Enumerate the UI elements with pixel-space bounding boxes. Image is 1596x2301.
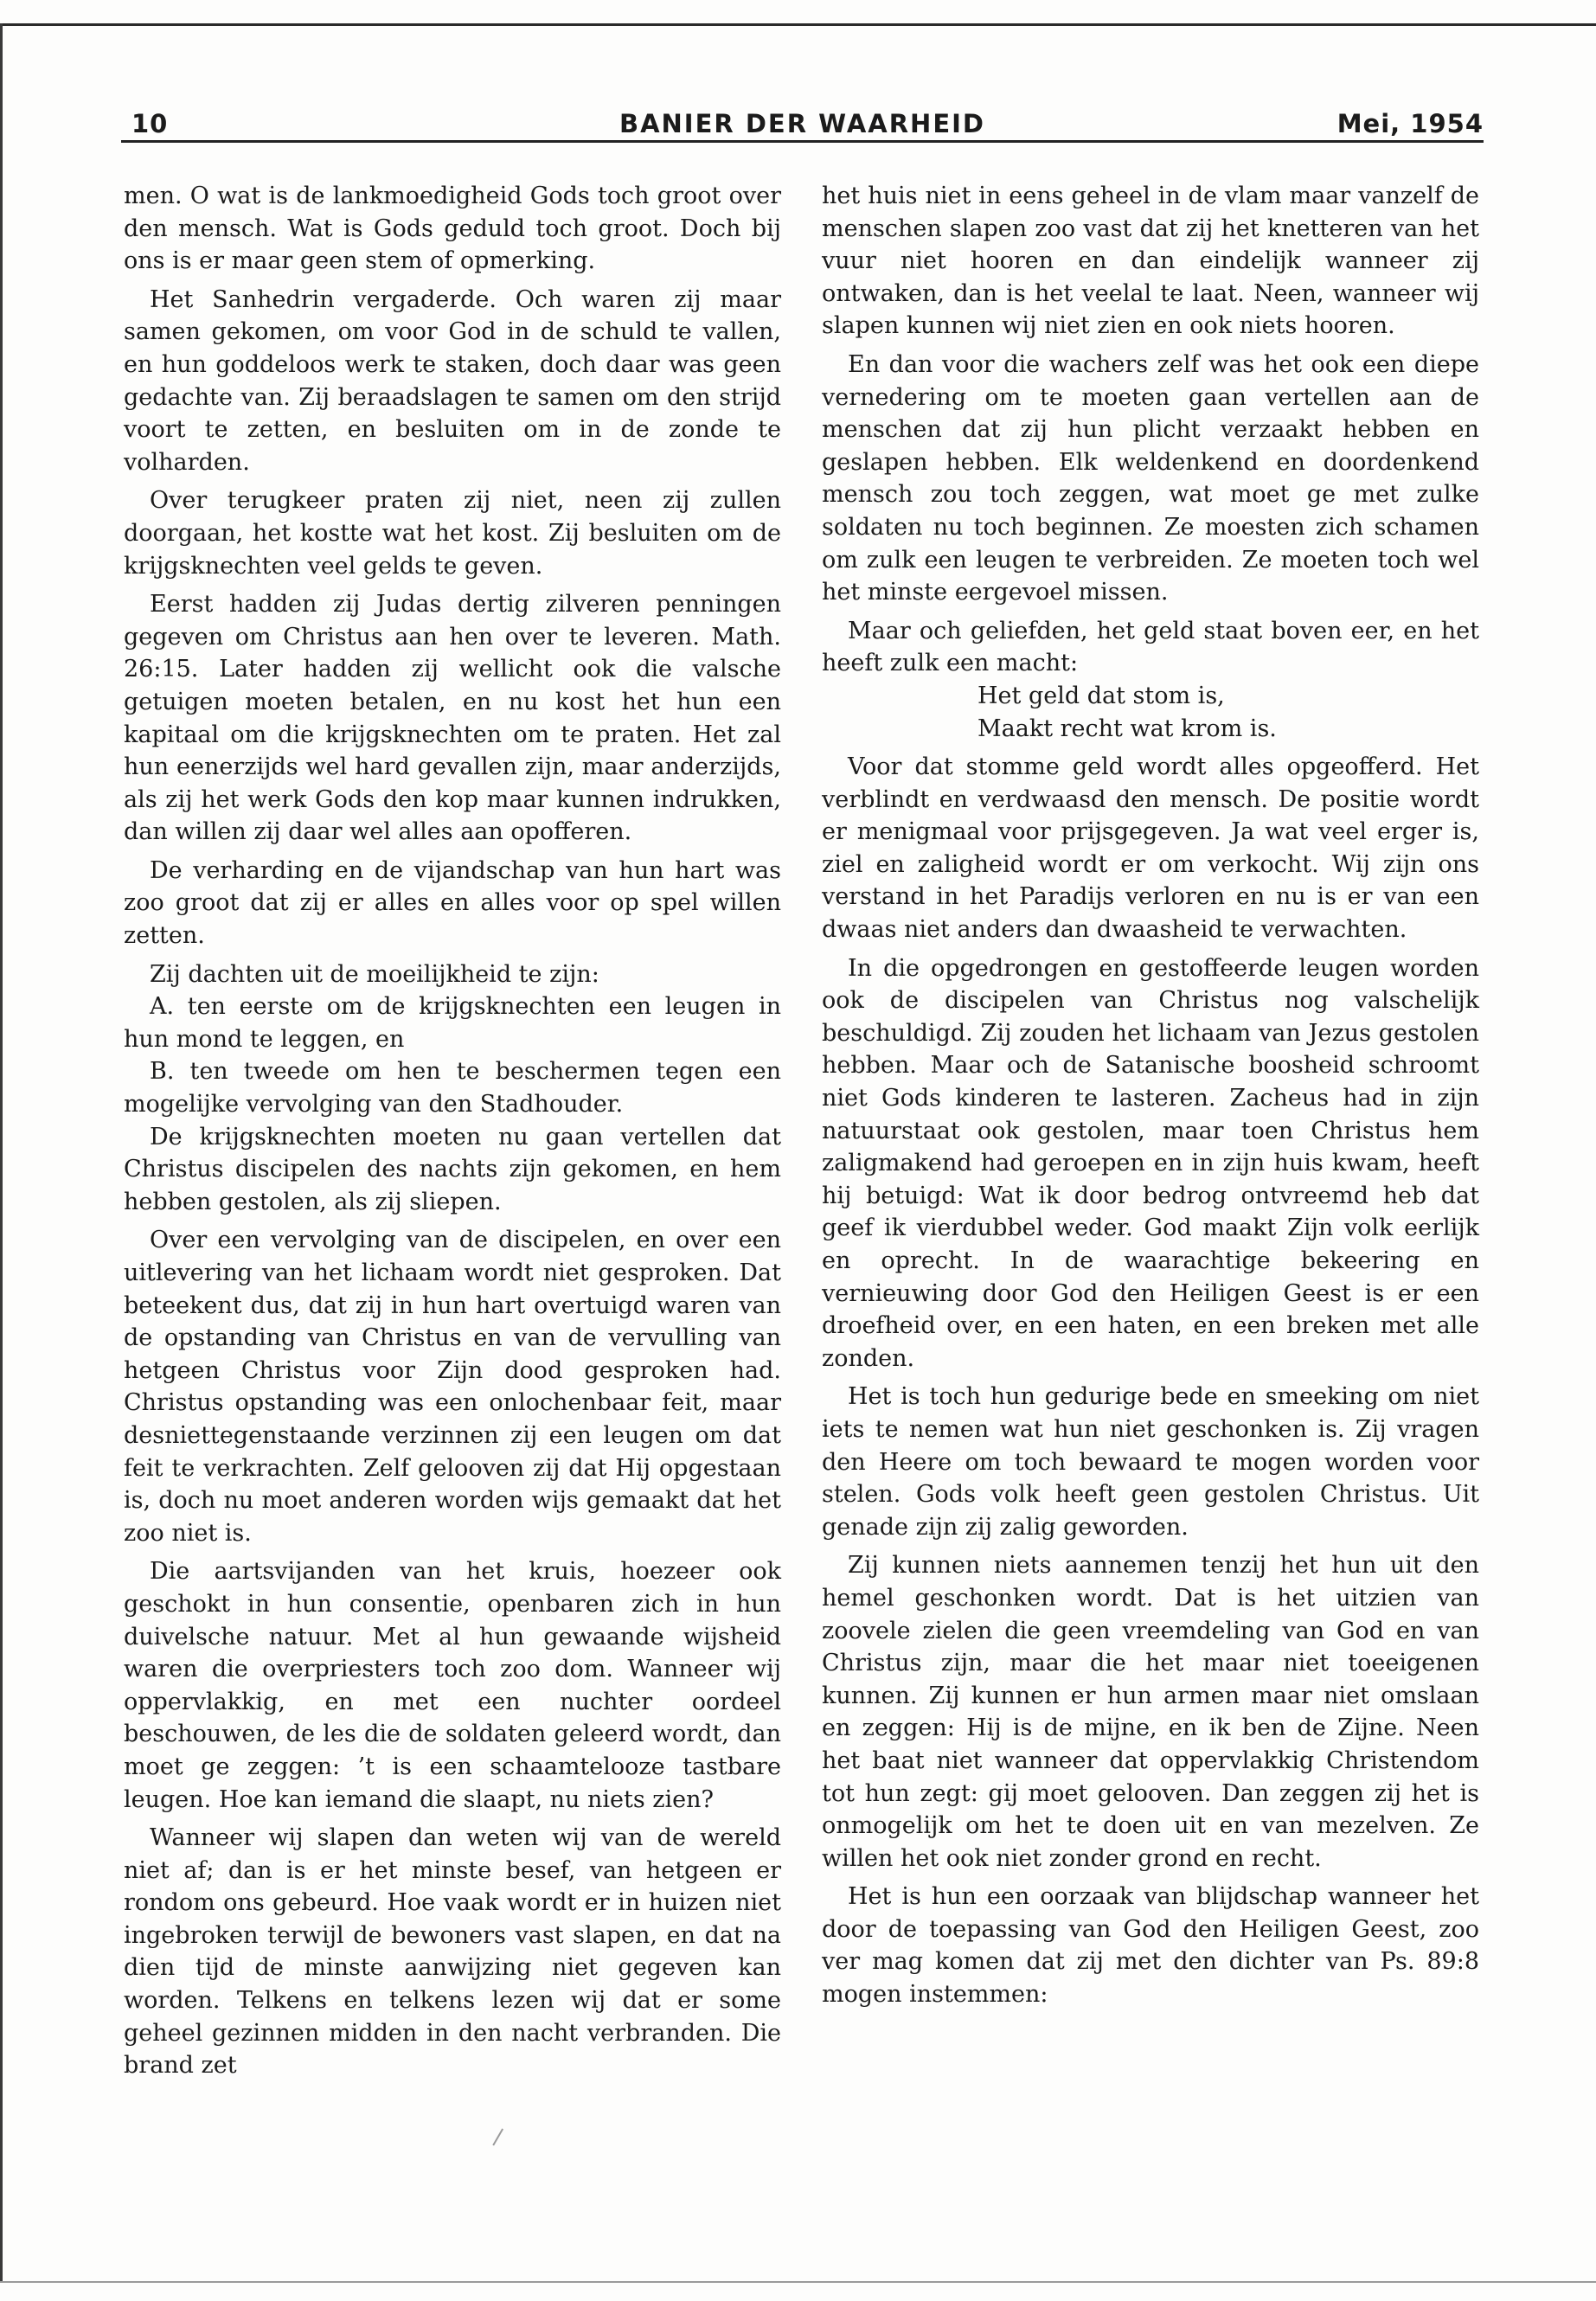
scan-speck [492, 2128, 510, 2150]
verse-line: Het geld dat stom is, [977, 682, 1225, 709]
paragraph: In die opgedrongen en gestoffeerde leugen worden ook de discipelen van Christus nog valschelijk beschuldigd. Zij zouden het lichaam van Jezus gestolen hebben. Maar och de Satanische boosheid schroomt niet Gods kinderen te lasteren. Zacheus had in zijn natuurstaat ook gestolen, maar toen Christus hem zaligmakend had geroepen en in zijn huis kwam, heeft hij betuigd: Wat ik door bedrog ontvreemd heb dat geef ik vierdubbel weder. God maakt Zijn volk eerlijk en oprecht. In de waarachtige bekeering en vernieuwing door God den Heiligen Geest is er een droefheid over, en een haten, en een breken met alle zonden. [822, 954, 1479, 1372]
paragraph: Voor dat stomme geld wordt alles opgeofferd. Het verblindt en verdwaasd den mensch. De positie wordt er menigmaal voor prijsgegeven. Ja wat veel erger is, ziel en zaligheid wordt er om verkocht. Wij zijn ons verstand in het Paradijs verloren en nu is er van een dwaas niet anders dan dwaasheid te verwachten. [822, 753, 1479, 944]
paragraph: Het is hun een oorzaak van blijdschap wanneer het door de toepassing van God den Heiligen Geest, zoo ver mag komen dat zij met den dichter van Ps. 89:8 mogen instemmen: [822, 1883, 1479, 2009]
scan-edge-top [0, 23, 1596, 26]
paragraph: Over terugkeer praten zij niet, neen zij zullen doorgaan, het kostte wat het kost. Zij besluiten om de krijgsknechten veel gelds te geven. [124, 487, 781, 580]
issue-date: Mei, 1954 [1336, 109, 1484, 138]
scan-edge-left [0, 23, 3, 2281]
list-item: A. ten eerste om de krijgsknechten een leugen in hun mond te leggen, en [124, 993, 781, 1053]
paragraph: Zij kunnen niets aannemen tenzij het hun uit den hemel geschonken wordt. Dat is het uitzien van zoovele zielen die geen vreemdeling van God en van Christus zijn, maar die het maar niet toeeigenen kunnen. Zij kunnen er hun armen maar niet omslaan en zeggen: Hij is de mijne, en ik ben de Zijne. Neen het baat niet wanneer dat oppervlakkig Christendom tot hun zegt: gij moet gelooven. Dan zeggen zij het is onmogelijk om het te doen uit en van mezelven. Ze willen het ook niet zonder grond en recht. [822, 1552, 1479, 1872]
paragraph: Het Sanhedrin vergaderde. Och waren zij maar samen gekomen, om voor God in de schuld te vallen, en hun goddeloos werk te staken, doch daar was geen gedachte van. Zij beraadslagen te samen om den strijd voort te zetten, en besluiten om in de zonde te volharden. [124, 285, 781, 476]
paragraph: De krijgsknechten moeten nu gaan vertellen dat Christus discipelen des nachts zijn gekomen, en hem hebben gestolen, als zij sliepen. [124, 1123, 781, 1215]
running-header [121, 102, 1484, 142]
list-item: B. ten tweede om hen te beschermen tegen een mogelijke vervolging van den Stadhouder. [124, 1058, 781, 1118]
paragraph: Over een vervolging van de discipelen, en over een uitlevering van het lichaam wordt niet gesproken. Dat beteekent dus, dat zij in hun hart overtuigd waren van de opstanding van Christus en van de vervulling van hetgeen Christus voor Zijn dood gesproken had. Christus opstanding was een onlochenbaar feit, maar desniettegenstaande verzinnen zij een leugen om dat feit te verkrachten. Zelf gelooven zij dat Hij opgestaan is, doch nu moet anderen worden wijs gemaakt dat het zoo niet is. [124, 1227, 781, 1547]
paragraph: het huis niet in eens geheel in de vlam maar vanzelf de menschen slapen zoo vast dat zij het knetteren van het vuur niet hooren en dan eindelijk wanneer zij ontwaken, dan is het veelal te laat. Neen, wanneer wij slapen kunnen wij niet zien en ook niets hooren. [822, 183, 1479, 340]
header-rule [121, 140, 1484, 143]
publication-title: BANIER DER WAARHEID [619, 109, 985, 138]
verse-line: Maakt recht wat krom is. [977, 715, 1277, 742]
right-column [822, 180, 1479, 2017]
paragraph: Die aartsvijanden van het kruis, hoezeer ook geschokt in hun consentie, openbaren zich in hun duivelsche natuur. Met al hun gewaande wijsheid waren die overpriesters toch zoo dom. Wanneer wij oppervlakkig, en met een nuchter oordeel beschouwen, de les die de soldaten geleerd wordt, dan moet ge zeggen: ’t is een schaamtelooze tastbare leugen. Hoe kan iemand die slaapt, nu niets zien? [124, 1558, 781, 1813]
paragraph: Eerst hadden zij Judas dertig zilveren penningen gegeven om Christus aan hen over te leveren. Math. 26:15. Later hadden zij wellicht ook die valsche getuigen moeten betalen, en nu kost het hun een kapitaal om die krijgsknechten om te praten. Het zal hun eenerzijds wel hard gevallen zijn, maar anderzijds, als zij het werk Gods den kop maar kunnen indrukken, dan willen zij daar wel alles aan opofferen. [124, 591, 781, 846]
page-number: 10 [131, 109, 169, 138]
paragraph: Maar och geliefden, het geld staat boven eer, en het heeft zulk een macht: [822, 617, 1479, 677]
paragraph: Het is toch hun gedurige bede en smeeking om niet iets te nemen wat hun niet geschonken is. Zij vragen den Heere om toch bewaard te mogen worden voor stelen. Gods volk heeft geen gestolen Christus. Uit genade zijn zij zalig geworden. [822, 1383, 1479, 1541]
scan-edge-bottom [0, 2281, 1596, 2283]
paragraph: Wanneer wij slapen dan weten wij van de wereld niet af; dan is er het minste besef, van hetgeen er rondom ons gebeurd. Hoe vaak wordt er in huizen niet ingebroken terwijl de bewoners vast slapen, en dat na dien tijd de minste aanwijzing niet gegeven kan worden. Telkens en telkens lezen wij dat er some geheel gezinnen midden in den nacht verbranden. Die brand zet [124, 1824, 781, 2080]
left-column [124, 180, 781, 2088]
paragraph: En dan voor die wachers zelf was het ook een diepe vernedering om te moeten gaan vertellen aan de menschen dat zij hun plicht verzaakt hebben en geslapen hebben. Elk weldenkend en doordenkend mensch zou toch zeggen, wat moet ge met zulke soldaten nu toch beginnen. Ze moesten zich schamen om zulk een leugen te verbreiden. Ze moeten toch wel het minste eergevoel missen. [822, 350, 1479, 606]
paragraph: Zij dachten uit de moeilijkheid te zijn: [150, 960, 599, 988]
paragraph: De verharding en de vijandschap van hun hart was zoo groot dat zij er alles en alles voor op spel willen zetten. [124, 856, 781, 950]
paragraph: men. O wat is de lankmoedigheid Gods toch groot over den mensch. Wat is Gods geduld toch groot. Doch bij ons is er maar geen stem of opmerking. [124, 183, 781, 275]
verse-quote [822, 680, 1479, 745]
